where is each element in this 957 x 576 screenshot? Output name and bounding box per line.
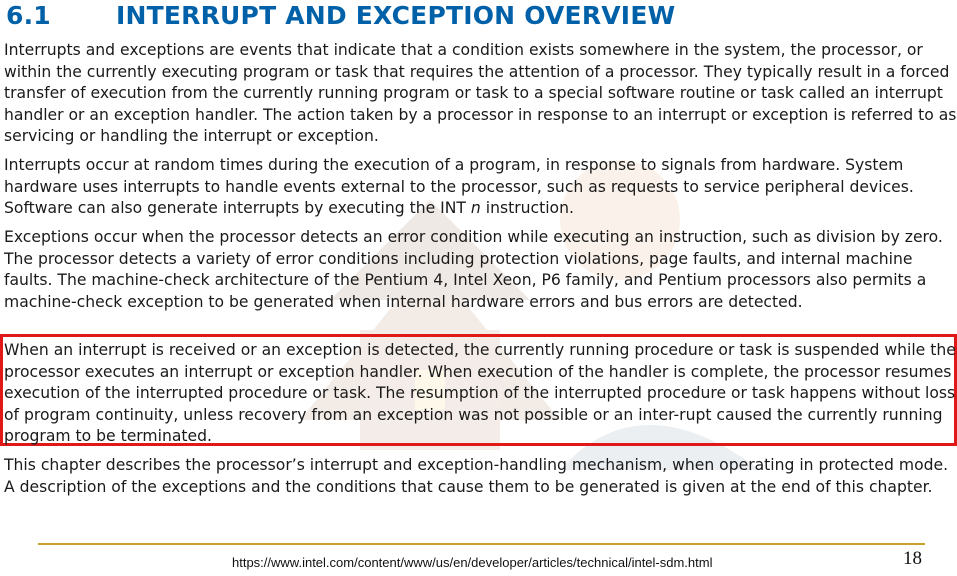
section-number: 6.1 <box>6 0 51 30</box>
paragraph-overview: Interrupts and exceptions are events that indicate that a condition exists somewhere in the system, the processor, or within the currently executing program or task that requires the attention of a processor. They typically result in a forced transfer of execution from the currently running program or task to a special software routine or task called an interrupt handler or an exception handler. The action taken by a processor in response to an interrupt or exception is referred to as servicing or handling the interrupt or exception. <box>4 41 957 145</box>
section-title: INTERRUPT AND EXCEPTION OVERVIEW <box>116 0 676 30</box>
paragraph-interrupts <box>4 155 957 220</box>
paragraph-chapter-description: This chapter describes the processor’s interrupt and exception-handling mechanism, when operating in protected mode. A description of the exceptions and the conditions that cause them to be generated is given at the end of this chapter. <box>4 456 949 496</box>
paragraph-exceptions: Exceptions occur when the processor detects an error condition while executing an instruction, such as division by zero. The processor detects a variety of error conditions including protection violations, page faults, and internal machine faults. The machine-check architecture of the Pentium 4, Intel Xeon, P6 family, and Pentium processors also permits a machine-check exception to be generated when internal hardware errors and bus errors are detected. <box>4 228 943 311</box>
paragraph-handling-highlighted: When an interrupt is received or an exception is detected, the currently running procedure or task is suspended while the processor executes an interrupt or exception handler. When execution of the handler is complete, the processor resumes execution of the interrupted procedure or task. The resumption of the interrupted procedure or task happens without loss of program continuity, unless recovery from an exception was not possible or an inter-rupt caused the currently running program to be terminated. <box>4 341 956 445</box>
paragraph-interrupts-tail: instruction. <box>480 199 574 217</box>
footer-divider <box>38 543 925 545</box>
paragraph-interrupts-text: Interrupts occur at random times during the execution of a program, in response to signals from hardware. System hardware uses interrupts to handle events external to the processor, such as requests to service peripheral devices. Software can also generate interrupts by executing the INT <box>4 156 914 217</box>
section-heading <box>6 0 675 32</box>
source-url: https://www.intel.com/content/www/us/en/developer/articles/technical/intel-sdm.html <box>232 555 713 570</box>
page-number: 18 <box>903 548 922 569</box>
int-operand: n <box>470 199 481 217</box>
